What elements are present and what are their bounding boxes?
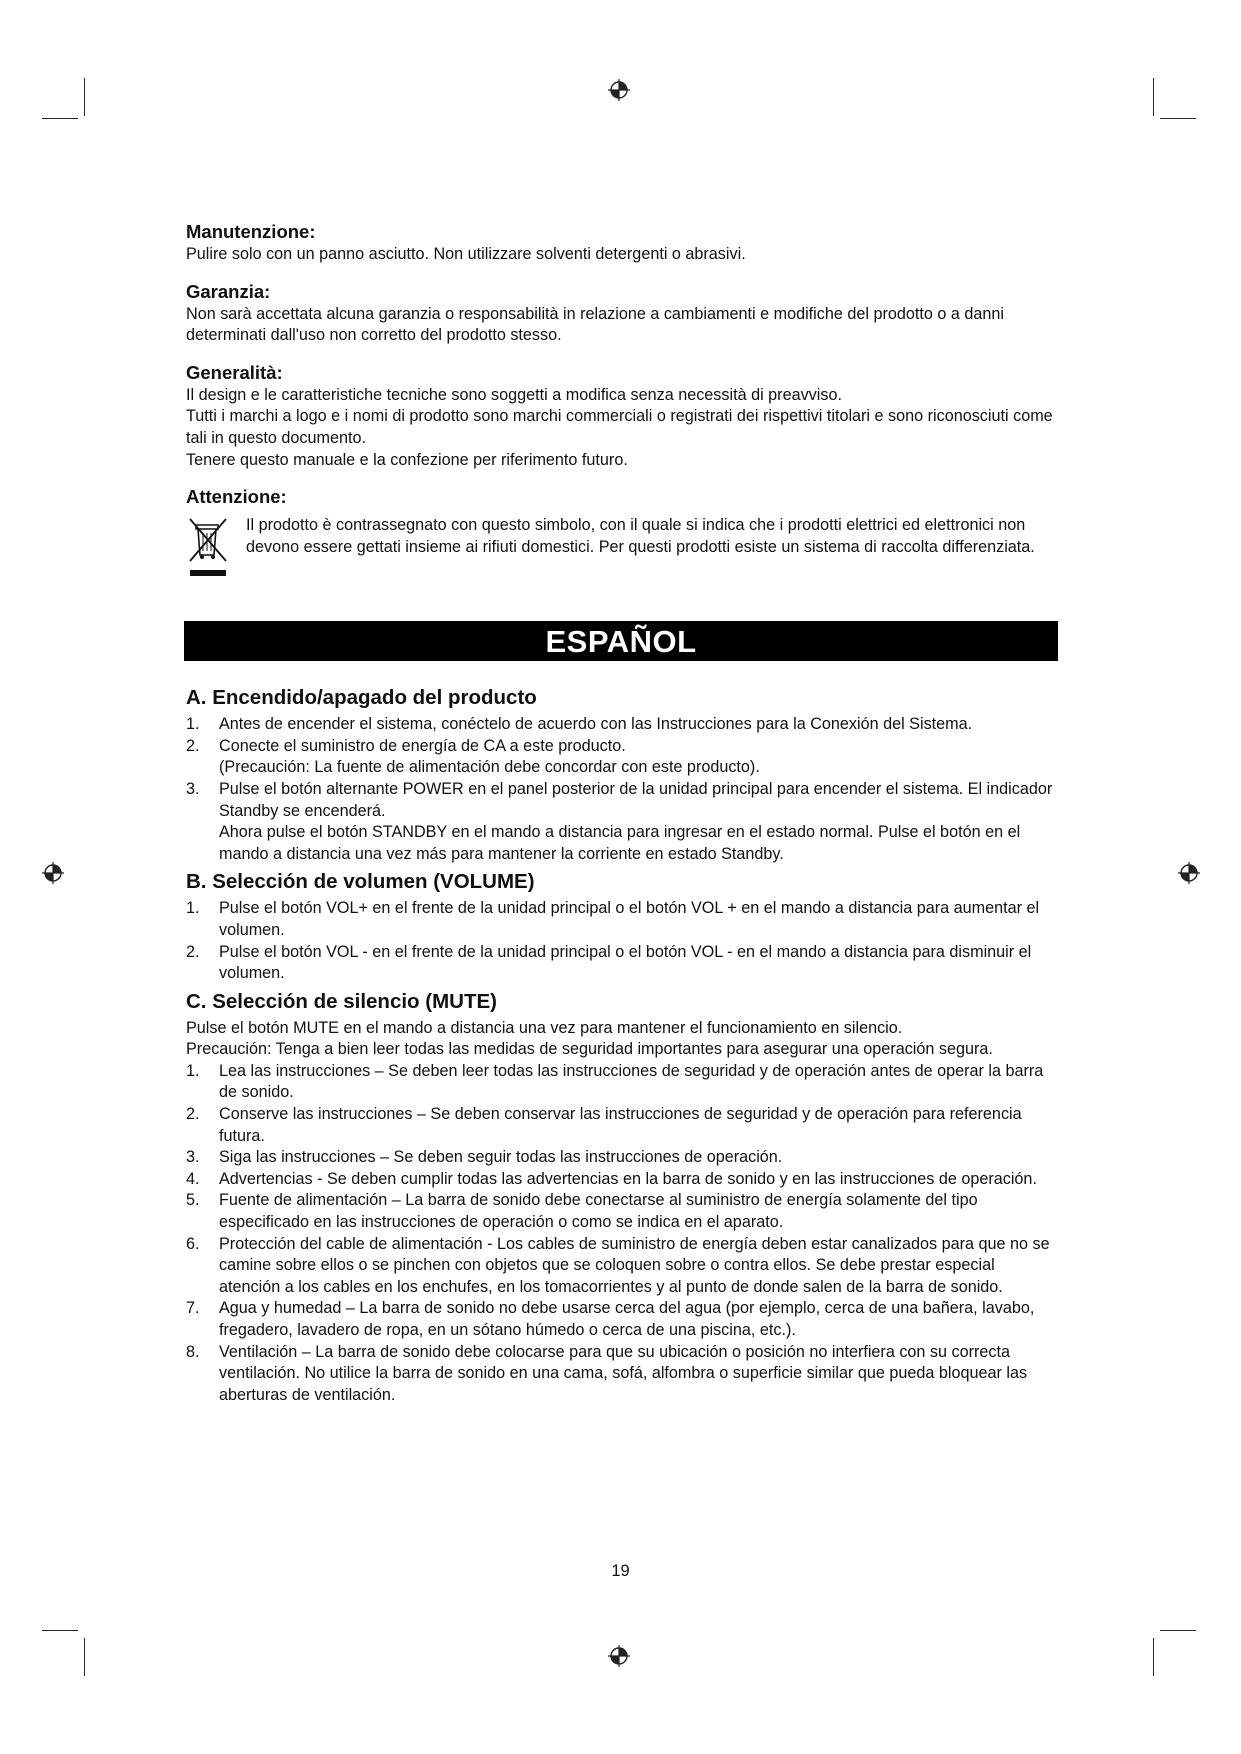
list-number: 6.: [186, 1234, 200, 1253]
registration-mark-icon: [42, 862, 64, 884]
list-item-text: Advertencias - Se deben cumplir todas las advertencias en la barra de sonido y en las instrucciones de operación.: [219, 1169, 1037, 1188]
list-number: 2.: [186, 1105, 200, 1124]
section-heading: Attenzione:: [186, 486, 287, 508]
list-item-text: Ventilación – La barra de sonido debe colocarse para que su ubicación o posición no interfiera con su correcta ventilación. No utilice la barra de sonido en una cama, sofá, alfombra o superficie similar que pueda bloquear las aberturas de ventilación.: [219, 1342, 1028, 1404]
crop-mark-icon: [42, 1630, 78, 1631]
paragraph: Tenere questo manuale e la confezione per riferimento futuro.: [186, 450, 628, 469]
list: [186, 714, 1058, 757]
list-item-text: Agua y humedad – La barra de sonido no debe usarse cerca del agua (por ejemplo, cerca de una bañera, lavabo, fregadero, lavadero de ropa, en un sótano húmedo o cerca de una piscina, etc.).: [219, 1299, 1035, 1339]
crop-mark-icon: [84, 78, 85, 116]
section-heading: Garanzia:: [186, 280, 271, 302]
section-heading: C. Selección de silencio (MUTE): [186, 989, 497, 1013]
list-item: [186, 779, 1058, 822]
list-item-text: Pulse el botón alternante POWER en el panel posterior de la unidad principal para encender el sistema. El indicador Standby se encenderá.: [219, 779, 1053, 820]
registration-mark-icon: [608, 1645, 630, 1667]
section-manutenzione: [186, 220, 1058, 266]
list-item-text: Lea las instrucciones – Se deben leer todas las instrucciones de seguridad y de operación antes de operar la barra de sonido.: [219, 1061, 1044, 1102]
section-generalita: [186, 361, 1058, 471]
section-garanzia: [186, 280, 1058, 347]
paragraph: Precaución: Tenga a bien leer todas las medidas de seguridad importantes para asegurar una operación segura.: [186, 1040, 993, 1059]
list-number: 3.: [186, 779, 200, 798]
list-item: [186, 714, 1058, 736]
list-item: [186, 1234, 1058, 1299]
page-number: 19: [611, 1562, 630, 1580]
crop-mark-icon: [84, 1638, 85, 1676]
list-number: 2.: [186, 942, 200, 961]
list: [186, 779, 1058, 822]
language-banner: ESPAÑOL: [184, 621, 1058, 661]
list-item-text: Pulse el botón VOL+ en el frente de la unidad principal o el botón VOL + en el mando a distancia para aumentar el volumen.: [219, 899, 1040, 939]
crop-mark-icon: [42, 118, 78, 119]
paragraph: Pulse el botón MUTE en el mando a distancia una vez para mantener el funcionamiento en silencio.: [186, 1018, 903, 1037]
list-item-text: Protección del cable de alimentación - Los cables de suministro de energía deben estar canalizados para que no se camine sobre ellos o se pinchen con objetos que se coloquen sobre o contra ellos. Se debe prestar especial atención a los cables en los enchufes, en los tomacorrientes y al punto de donde salen de la barra de sonido.: [219, 1234, 1050, 1296]
list-item-text: Pulse el botón VOL - en el frente de la unidad principal o el botón VOL - en el mando a distancia para disminuir el volumen.: [219, 942, 1032, 983]
crop-mark-icon: [1153, 1638, 1154, 1676]
list-number: 7.: [186, 1299, 200, 1318]
list-item: [186, 1190, 1058, 1233]
section-attenzione: [186, 485, 1058, 581]
page-content: [186, 220, 1058, 1406]
section-heading: B. Selección de volumen (VOLUME): [186, 870, 535, 894]
list-number: 2.: [186, 736, 200, 755]
list-number: 8.: [186, 1342, 200, 1361]
list-number: 1.: [186, 715, 200, 734]
paragraph: Non sarà accettata alcuna garanzia o responsabilità in relazione a cambiamenti e modifiche del prodotto o a danni determinati dall'uso non corretto del prodotto stesso.: [186, 304, 1004, 345]
section-heading: A. Encendido/apagado del producto: [186, 686, 537, 710]
paragraph: Il prodotto è contrassegnato con questo simbolo, con il quale si indica che i prodotti elettrici ed elettronici non devono essere gettati insieme ai rifiuti domestici. Per questi prodotti esiste un sistema di raccolta differenziata.: [246, 516, 1035, 556]
section-heading: Manutenzione:: [186, 221, 316, 242]
list-number: 1.: [186, 1061, 200, 1080]
list: [186, 1061, 1058, 1407]
registration-mark-icon: [608, 79, 630, 101]
paragraph: Il design e le caratteristiche tecniche sono soggetti a modifica senza necessità di preavviso.: [186, 385, 842, 404]
list-item: [186, 1061, 1058, 1104]
list-item-text: Conecte el suministro de energía de CA a este producto.: [219, 736, 626, 755]
crop-mark-icon: [1160, 1630, 1196, 1631]
list-item: [186, 1147, 1058, 1169]
list-item-text: Conserve las instrucciones – Se deben conservar las instrucciones de seguridad y de operación para referencia futura.: [219, 1105, 1022, 1145]
list-item: [186, 1169, 1058, 1191]
list-number: 5.: [186, 1191, 200, 1210]
caution-note: (Precaución: La fuente de alimentación debe concordar con este producto).: [219, 758, 760, 777]
list-number: 1.: [186, 899, 200, 918]
crop-mark-icon: [1153, 78, 1154, 116]
list-item: [186, 1342, 1058, 1407]
list: [186, 898, 1058, 984]
list-item-text: Fuente de alimentación – La barra de sonido debe conectarse al suministro de energía solamente del tipo especificado en las instrucciones de operación o como se indica en el aparato.: [219, 1191, 978, 1232]
list-number: 3.: [186, 1148, 200, 1167]
list-item: [186, 898, 1058, 941]
list-item: [186, 942, 1058, 985]
paragraph: Tutti i marchi a logo e i nomi di prodotto sono marchi commerciali o registrati dei rispettivi titolari e sono riconosciuti come tali in questo documento.: [186, 407, 1053, 447]
weee-crossed-bin-icon: [186, 515, 236, 581]
paragraph: Pulire solo con un panno asciutto. Non utilizzare solventi detergenti o abrasivi.: [186, 245, 746, 263]
list-item: [186, 1298, 1058, 1341]
list-item-text: Siga las instrucciones – Se deben seguir todas las instrucciones de operación.: [219, 1148, 783, 1167]
crop-mark-icon: [1160, 118, 1196, 119]
section-heading: Generalità:: [186, 361, 283, 383]
list-item-text: Antes de encender el sistema, conéctelo de acuerdo con las Instrucciones para la Conexión del Sistema.: [219, 715, 973, 734]
list-item: [186, 1104, 1058, 1147]
paragraph: Ahora pulse el botón STANDBY en el mando a distancia para ingresar en el estado normal. Pulse el botón en el mando a distancia una vez más para mantener la corriente en estado Standby.: [219, 823, 1021, 863]
list-number: 4.: [186, 1169, 200, 1188]
registration-mark-icon: [1178, 862, 1200, 884]
list-item: [186, 736, 1058, 758]
